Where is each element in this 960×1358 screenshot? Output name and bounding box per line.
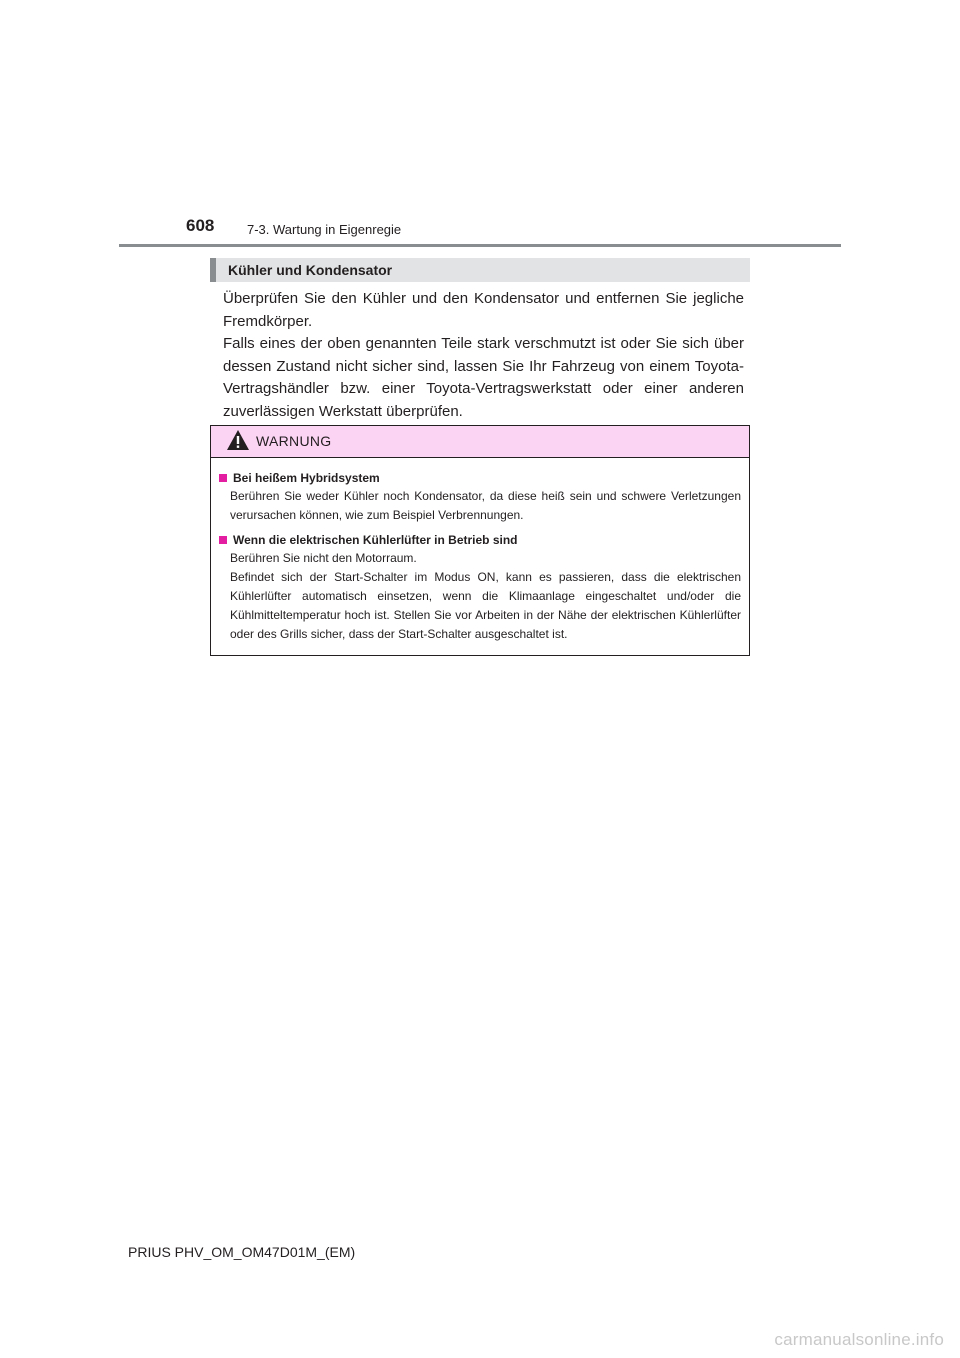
warning-header: [211, 426, 749, 458]
pink-square-bullet-icon: [219, 474, 227, 482]
warning-item-line: Berühren Sie weder Kühler noch Kondensator, da diese heiß sein und schwere Verletzungen verursachen können, wie zum Beispiel Verbrennungen.: [230, 489, 741, 522]
warning-item: [219, 469, 741, 525]
pink-square-bullet-icon: [219, 536, 227, 544]
body-paragraph-2: Falls eines der oben genannten Teile stark verschmutzt ist oder Sie sich über dessen Zustand nicht sicher sind, lassen Sie Ihr Fahrzeug von einem Toyota-Vertragshändler bzw. einer Toyota-Vertragswerkstatt oder einer anderen zuverlässigen Werkstatt überprüfen.: [223, 335, 744, 420]
warning-item-heading-text: Wenn die elektrischen Kühlerlüfter in Betrieb sind: [233, 533, 518, 547]
body-text: [223, 288, 744, 424]
warning-item-heading: [219, 469, 741, 487]
page-number: 608: [186, 216, 215, 235]
warning-item-text: [230, 549, 741, 644]
warning-item: [219, 531, 741, 644]
warning-title: WARNUNG: [256, 433, 332, 449]
header-rule: [119, 244, 841, 247]
topic-title: Kühler und Kondensator: [228, 262, 393, 278]
warning-box: [210, 425, 750, 656]
warning-item-line: Berühren Sie nicht den Motorraum.: [230, 551, 417, 565]
warning-triangle-icon: [227, 430, 249, 450]
warning-body: [219, 469, 741, 650]
section-title: 7-3. Wartung in Eigenregie: [247, 222, 402, 237]
watermark: carmanualsonline.info: [774, 1330, 944, 1349]
warning-item-heading: [219, 531, 741, 549]
warning-item-line: Befindet sich der Start-Schalter im Modus ON, kann es passieren, dass die elektrischen Kühlerlüfter automatisch einsetzen, wenn die Klimaanlage eingeschaltet und/oder die Kühlmitteltemperatur hoch ist. Stellen Sie vor Arbeiten in der Nähe der elektrischen Kühlerlüfter oder des Grills sicher, dass der Start-Schalter ausgeschaltet ist.: [230, 570, 741, 641]
topic-bar: [210, 258, 750, 282]
footer-document-code: PRIUS PHV_OM_OM47D01M_(EM): [128, 1244, 356, 1260]
body-paragraph-1: Überprüfen Sie den Kühler und den Kondensator und entfernen Sie jegliche Fremdkörper.: [223, 290, 744, 330]
warning-item-text: [230, 487, 741, 525]
warning-item-heading-text: Bei heißem Hybridsystem: [233, 471, 380, 485]
